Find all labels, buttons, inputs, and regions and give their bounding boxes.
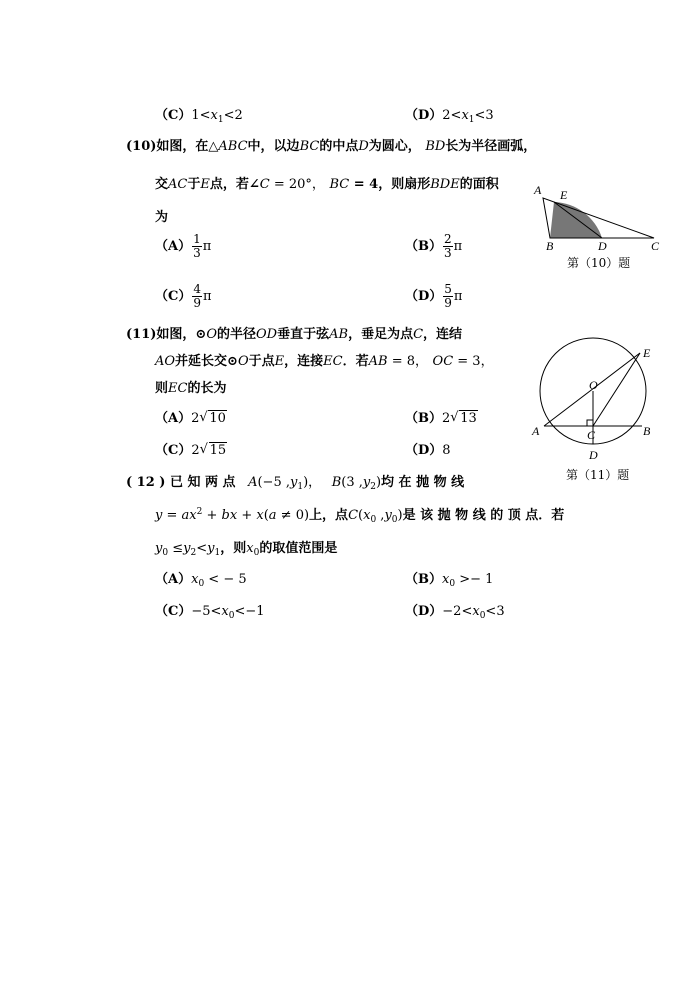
q10-var: BD [425,139,446,154]
q10-line-1 [126,139,536,155]
q10-text: 交 [155,177,169,192]
fraction-denominator: 3 [193,246,201,260]
q12-text: 已 知 两 点 [169,475,236,490]
q10-text: 中，以边 [247,139,300,154]
q11-option-c-label: （C） [155,443,192,458]
q11-option-c-coef: 2 [191,443,200,458]
q12-option-b [405,572,493,588]
q12-text: 上，点 [309,508,349,523]
q12-text: ，则 [220,541,247,556]
q11-label-b: B [643,424,651,438]
q11-option-b [405,411,478,427]
q10-option-b-fraction [443,233,453,260]
q11-text: ．若 [342,354,369,369]
q11-var: C [413,327,424,342]
q10-label-d: D [598,239,607,252]
q12-option-c-label: （C） [155,604,192,619]
q11-option-a [155,411,227,427]
q11-option-a-coef: 2 [191,411,200,426]
sqrt-symbol [450,411,478,427]
q11-line-ec [593,353,640,426]
q11-var: EC [168,381,188,396]
q11-label-e: E [643,346,651,360]
q11-text: 则 [155,381,169,396]
q12-line-3 [155,541,337,557]
q10-label-a: A [534,183,542,197]
q12-option-a-label: （A） [155,572,192,587]
q10-text: 为圆心， [368,139,421,154]
fraction-denominator: 3 [444,246,452,260]
fraction-numerator: 4 [193,282,201,296]
q10-var: BDE [430,177,460,192]
q11-text: 的长为 [187,381,227,396]
q12-option-b-expr: $x_0 >- 1$ [442,572,494,589]
q9-option-d-expr: $2<x_1<3$ [442,108,494,125]
q9-option-c [155,108,243,124]
q12-vertex-expr: $C(x_0$ $,y_0$) [348,508,403,525]
q10-text: 长为半径画弧， [445,139,537,154]
q11-var: O [206,327,217,342]
q12-point-b: B(3 $,y_2$) [331,475,382,492]
q11-option-d-label: （D） [405,443,443,458]
q11-option-c [155,443,227,459]
fraction-numerator: 2 [444,232,452,246]
q11-var: EC [323,354,343,369]
q11-text: ，垂足为点 [348,327,414,342]
q9-option-c-expr: $1<x_1<2$ [191,108,243,125]
pi-symbol: π [203,289,212,304]
q12-x0-var: $x_0$ [246,541,260,558]
fraction-denominator: 9 [444,296,452,310]
q11-var: AO [155,354,176,369]
q12-option-a-expr: $x_0$ < − 5 [191,572,247,589]
q9-option-d-label: （D） [405,108,443,123]
q12-point-a: A(−5 $,y_1$)， [248,475,322,492]
radicand: 10 [209,411,226,426]
q11-text: 并延长交⊙ [175,354,238,369]
q10-line-3: 为 [155,210,169,225]
fraction-numerator: 1 [193,232,201,246]
q12-option-c [155,604,265,620]
pi-symbol: π [453,239,463,254]
q10-option-c-label: （C） [155,289,192,304]
q12-option-d [405,604,505,620]
q9-option-d [405,108,494,124]
q10-var: C [259,177,270,192]
q11-var: O [237,354,249,369]
q12-line-1 [126,475,464,491]
q11-line-1 [126,327,462,343]
q10-option-c [155,283,212,310]
q11-var: OC [432,354,454,369]
q10-option-d-fraction [443,283,453,310]
q12-parabola-expr: $y = ax^2$ + bx + x(a ≠ 0) [155,507,310,523]
q11-text: = 8， [387,354,428,369]
q11-number: (11) [126,327,157,342]
q10-text: = 20°， [269,177,325,192]
q10-label-b: B [546,239,554,252]
q12-option-d-label: （D） [405,604,443,619]
q10-option-a [155,233,211,260]
q12-line-2 [155,508,564,524]
q12-condition-expr: $y_0 \le y_2<y_1$ [155,541,221,558]
q10-label-e: E [560,188,568,202]
q10-var: D [358,139,369,154]
q10-text: 的中点 [319,139,359,154]
q11-circle-figure [530,335,670,465]
sqrt-symbol [200,443,228,459]
q10-option-c-fraction [192,283,202,310]
q12-option-a [155,572,247,588]
q10-option-a-fraction [192,233,202,260]
q10-option-b [405,233,462,260]
q11-label-c: C [587,428,596,442]
q11-option-d-value: 8 [442,443,451,458]
q12-number: ( 12 ) [126,475,166,490]
q11-option-b-coef: 2 [442,411,451,426]
q11-text: ，连接 [284,354,324,369]
q11-label-o: O [589,378,598,392]
q12-text: 的取值范围是 [259,541,338,556]
q11-option-a-label: （A） [155,411,192,426]
q11-var: E [274,354,285,369]
q11-right-angle-mark [587,420,593,426]
q10-text: 于 [187,177,201,192]
q11-figure-caption: 第（11）题 [566,468,630,482]
q11-line-2 [155,354,494,370]
q10-option-b-label: （B） [405,239,442,254]
q10-var: BC [299,139,320,154]
q11-label-a: A [532,424,540,438]
radicand: 13 [460,411,477,426]
q11-line-3 [155,381,226,397]
q11-text: = 3， [453,354,494,369]
q10-figure-caption: 第（10）题 [567,256,631,270]
q10-number: (10) [126,139,157,154]
q10-var: AC [168,177,188,192]
q11-var: AB [329,327,349,342]
q12-option-d-expr: $-2<x_0<3$ [442,604,505,621]
q12-text: 均 在 抛 物 线 [381,475,465,490]
pi-symbol: π [202,239,212,254]
q12-option-b-label: （B） [405,572,442,587]
q10-option-d [405,283,462,310]
q11-var: AB [368,354,388,369]
q10-text: = 4，则扇形 [349,177,431,192]
q10-label-c: C [651,239,660,252]
q12-text: 是 该 抛 物 线 的 顶 点．若 [402,508,565,523]
q9-option-c-label: （C） [155,108,192,123]
q10-option-d-label: （D） [405,289,443,304]
q10-line-2 [155,177,499,193]
q10-text: 如图，在△ [156,139,219,154]
radicand: 15 [209,443,227,458]
q11-text: 的半径 [216,327,256,342]
q11-label-d: D [589,448,598,462]
q10-var: E [200,177,210,192]
q10-text: 点，若∠ [209,177,260,192]
q12-option-c-expr: $-5<x_0<-1$ [191,604,265,621]
pi-symbol: π [453,289,463,304]
q10-text: 的面积 [459,177,499,192]
q11-text: 于点 [248,354,275,369]
q10-triangle-figure [530,180,670,252]
q11-option-b-label: （B） [405,411,442,426]
q11-option-d [405,443,451,459]
q10-var: ABC [218,139,248,154]
q10-var: BC [329,177,350,192]
q11-text: ，连结 [423,327,463,342]
fraction-denominator: 9 [193,296,201,310]
fraction-numerator: 5 [444,282,452,296]
q11-var: OD [256,327,278,342]
q10-option-a-label: （A） [155,239,192,254]
q11-text: 如图，⊙ [156,327,207,342]
sqrt-symbol [199,411,227,427]
q11-text: 垂直于弦 [277,327,330,342]
